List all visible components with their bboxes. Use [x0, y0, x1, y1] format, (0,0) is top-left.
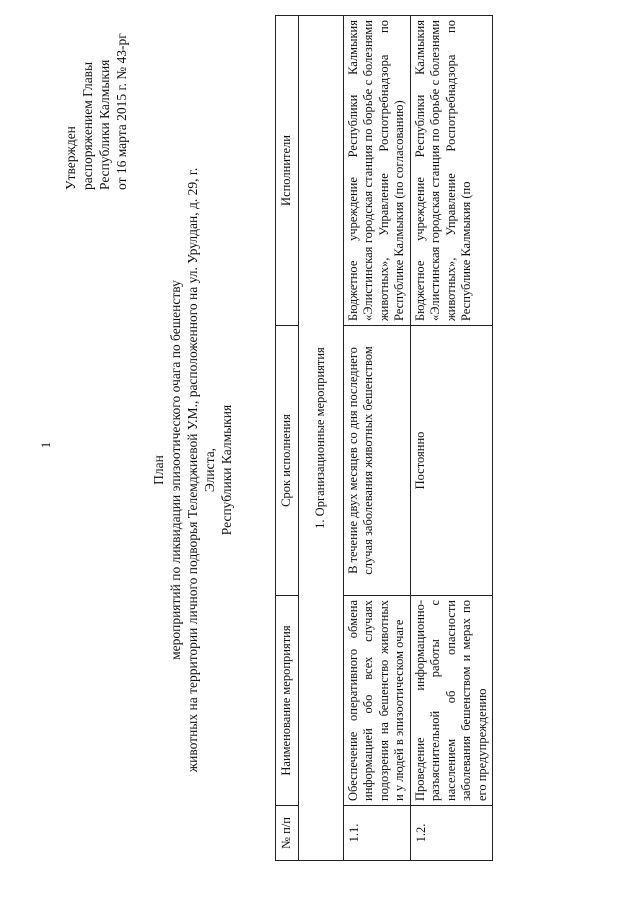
title-line-1: План	[151, 455, 166, 485]
approval-line-4: от 16 марта 2015 г. № 43-рг	[114, 33, 129, 190]
header-deadline: Срок исполнения	[276, 326, 299, 596]
table-row	[410, 16, 493, 861]
title-line-4: Республики Калмыкия	[219, 404, 234, 536]
approval-line-3: Республики Калмыкия	[97, 59, 112, 190]
row-name: Проведение информационно-разъяснительной работы с населением об опасности заболевания бешенством и мерах по его предупреждению	[410, 596, 493, 806]
table-header-row	[276, 16, 299, 861]
header-name: Наименование мероприятия	[276, 596, 299, 806]
page-number: 1	[38, 441, 53, 449]
header-executors: Исполнители	[276, 16, 299, 326]
plan-table	[275, 15, 493, 861]
row-name: Обеспечение оперативного обмена информацией обо всех случаях подозрения на бешенство животных и у людей в эпизоотическом очаге	[343, 596, 410, 806]
approval-line-2: распоряжением Главы	[80, 61, 95, 190]
row-deadline: Постоянно	[410, 326, 493, 596]
row-num: 1.1.	[343, 806, 410, 861]
section-title: 1. Организационные мероприятия	[299, 16, 344, 861]
title-line-3: животных на территории личного подворья Телемджиевой У.М., расположенного на ул. Урулдан, д. 29, г. Элиста,	[185, 167, 217, 773]
title-line-2: мероприятий по ликвидации эпизоотического очага по бешенству	[168, 280, 183, 660]
row-num: 1.2.	[410, 806, 493, 861]
header-num: № п/п	[276, 806, 299, 861]
row-executors: Бюджетное учреждение Республики Калмыкия «Элистинская городская станция по борьбе с болезнями животных», Управление Роспотребнадзора по Республике Калмыкия (по	[410, 16, 493, 326]
approval-stamp	[62, 10, 130, 190]
table-row	[343, 16, 410, 861]
approval-line-1: Утвержден	[63, 126, 78, 190]
row-executors: Бюджетное учреждение Республики Калмыкия «Элистинская городская станция по борьбе с болезнями животных», Управление Роспотребнадзора по Республике Калмыкия (по согласованию)	[343, 16, 410, 326]
section-row	[299, 16, 344, 861]
document-title	[150, 155, 235, 785]
row-deadline: В течение двух месяцев со дня последнего случая заболевания животных бешенством	[343, 326, 410, 596]
